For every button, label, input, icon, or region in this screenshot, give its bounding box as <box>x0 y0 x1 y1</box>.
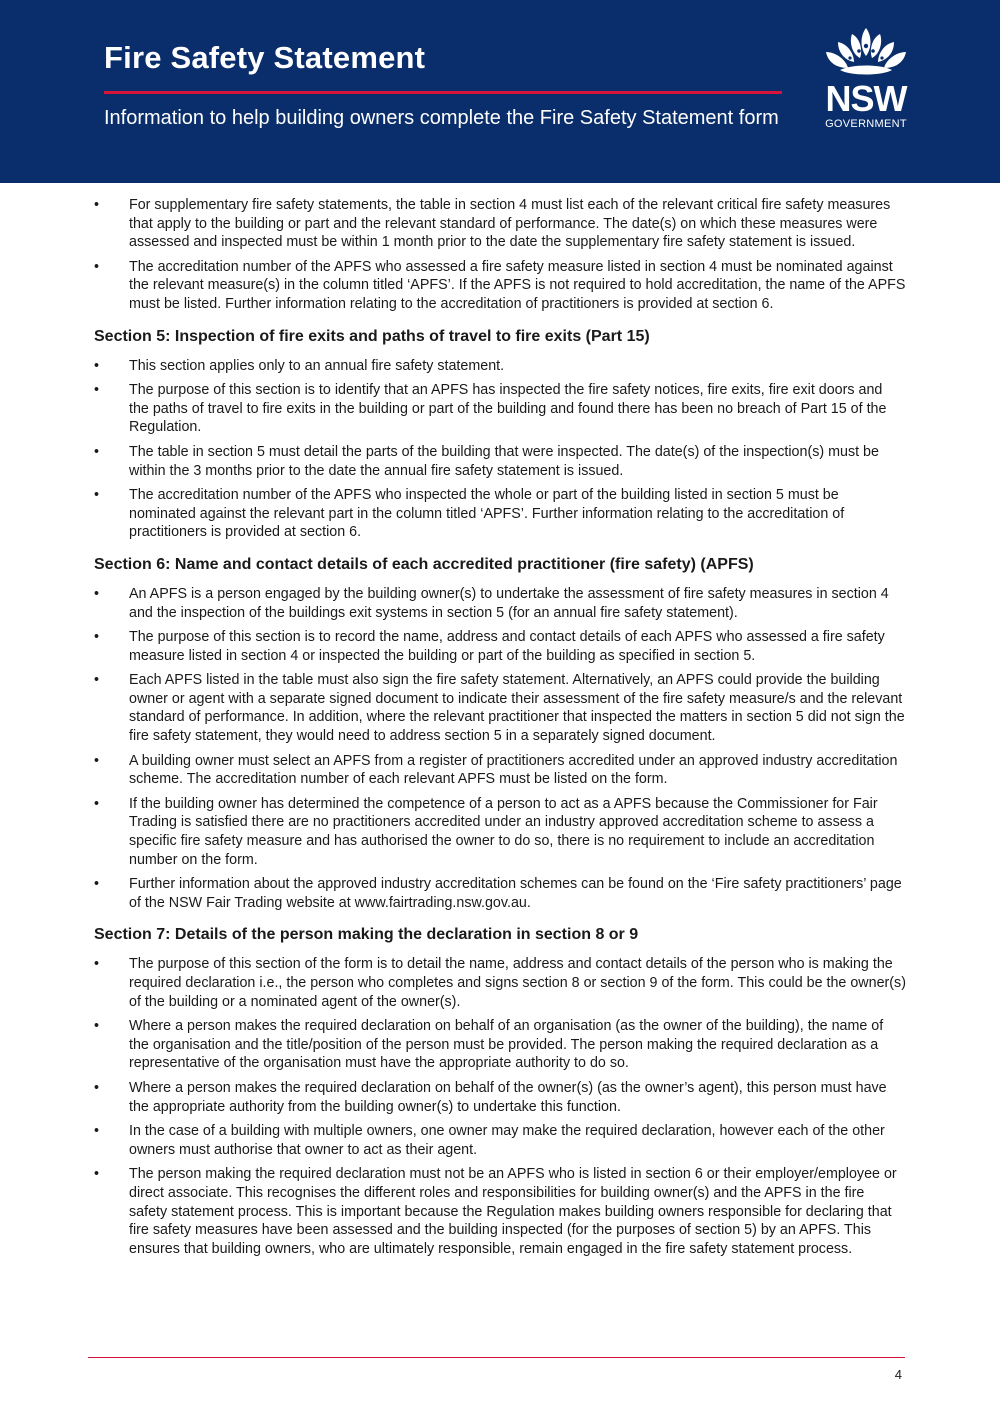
section-6-bullet-list <box>94 585 906 913</box>
logo-government-text: GOVERNMENT <box>825 118 907 130</box>
list-item-text: The purpose of this section is to identify that an APFS has inspected the fire safety notices, fire exits, fire exit doors and the paths of travel to fire exits in the building or part of the building and found there has been no breach of Part 15 of the Regulation. <box>129 382 887 436</box>
waratah-icon <box>822 26 910 80</box>
bullet-icon: • <box>94 585 100 602</box>
list-item-text: Where a person makes the required declaration on behalf of an organisation (as the owner of the building), the name of the organisation and the title/position of the person must be provided. The person making the required declaration as a representative of the organisation must have the appropriate authority to do so. <box>129 1018 884 1072</box>
bullet-icon: • <box>94 1123 100 1140</box>
bullet-icon: • <box>94 258 100 275</box>
bullet-icon: • <box>94 672 100 689</box>
bullet-icon: • <box>94 752 100 769</box>
bullet-icon: • <box>94 876 100 893</box>
list-item-text: For supplementary fire safety statements, the table in section 4 must list each of the relevant critical fire safety measures that apply to the building or part and the relevant standard of performance. The date(s) on which these measures were assessed and inspected must be within 1 month prior to the date the supplementary fire safety statement is issued. <box>129 197 891 251</box>
bullet-icon: • <box>94 1166 100 1183</box>
document-subtitle: Information to help building owners complete the Fire Safety Statement form <box>104 107 779 129</box>
page-number: 4 <box>894 1367 902 1382</box>
list-item-text: The purpose of this section is to record the name, address and contact details of each APFS who assessed a fire safety measure listed in section 4 or inspected the building or part of the building as specified in section 5. <box>129 629 885 664</box>
list-item-text: A building owner must select an APFS from a register of practitioners accredited under an approved industry accreditation scheme. The accreditation number of each relevant APFS must be listed on the form. <box>129 752 898 788</box>
logo-nsw-text: NSW <box>825 78 907 119</box>
bullet-icon: • <box>94 956 100 973</box>
nsw-government-logo <box>816 26 916 136</box>
list-item <box>94 752 906 789</box>
section-5-bullet-list <box>94 357 906 542</box>
list-item-text: Where a person makes the required declaration on behalf of the owner(s) (as the owner’s agent), this person must have the appropriate authority from the building owner(s) to undertake this function. <box>129 1079 887 1115</box>
list-item-text: The accreditation number of the APFS who assessed a fire safety measure listed in section 4 must be nominated against the relevant measure(s) in the column titled ‘APFS’. If the APFS is not required to hold accreditation, the name of the APFS must be listed. Further information relating to the accreditation of practitioners is provided at section 6. <box>129 258 906 312</box>
list-item-text: Each APFS listed in the table must also sign the fire safety statement. Alternatively, an APFS could provide the building owner or agent with a separate signed document to indicate their assessment of the fire safety measure/s and the relevant standard of performance. In addition, where the relevant practitioner that inspected the matters in section 5 did not sign the fire safety statement, they would need to address section 5 in a separately signed document. <box>129 672 905 745</box>
list-item <box>94 671 906 745</box>
list-item-text: If the building owner has determined the competence of a person to act as a APFS because the Commissioner for Fair Trading is satisfied there are no practitioners accredited under an industry approved accreditation scheme to assess a specific fire safety measure and has authorised the owner to do so, there is no requirement to include an accreditation number on the form. <box>129 795 878 868</box>
document-title: Fire Safety Statement <box>104 40 426 75</box>
list-item <box>94 381 906 437</box>
list-item <box>94 196 906 252</box>
header-divider <box>104 91 782 94</box>
list-item-text: The table in section 5 must detail the parts of the building that were inspected. The date(s) of the inspection(s) must be within the 3 months prior to the date the annual fire safety statement is issued. <box>129 443 879 479</box>
section-7-bullet-list <box>94 955 906 1258</box>
list-item-text: The person making the required declaration must not be an APFS who is listed in section 6 or their employer/employee or direct associate. This recognises the different roles and responsibilities for building owner(s) and the APFS in the fire safety statement process. This is important because the Regulation makes building owners responsible for declaring that fire safety measures have been assessed and the building inspected (for the purposes of section 5) by an APFS. This ensures that building owners, who are ultimately responsible, remain engaged in the fire safety statement process. <box>129 1166 897 1257</box>
list-item <box>94 443 906 480</box>
list-item <box>94 1165 906 1258</box>
list-item <box>94 628 906 665</box>
list-item <box>94 1122 906 1159</box>
bullet-icon: • <box>94 487 100 504</box>
list-item-text: In the case of a building with multiple owners, one owner may make the required declaration, however each of the other owners must authorise that owner to act as their agent. <box>129 1123 885 1158</box>
bullet-icon: • <box>94 1079 100 1096</box>
list-item-text: An APFS is a person engaged by the building owner(s) to undertake the assessment of fire safety measures in section 4 and the inspection of the buildings exit systems in section 5 (for an annual fire safety statement). <box>129 585 889 621</box>
bullet-icon: • <box>94 629 100 646</box>
bullet-icon: • <box>94 382 100 399</box>
document-body <box>94 196 906 1264</box>
list-item <box>94 258 906 314</box>
list-item-text: This section applies only to an annual fire safety statement. <box>129 357 505 374</box>
list-item <box>94 585 906 622</box>
intro-bullet-list <box>94 196 906 314</box>
section-5-heading: Section 5: Inspection of fire exits and paths of travel to fire exits (Part 15) <box>94 327 650 345</box>
list-item <box>94 955 906 1011</box>
bullet-icon: • <box>94 1018 100 1035</box>
list-item-text: The accreditation number of the APFS who inspected the whole or part of the building listed in section 5 must be nominated against the relevant part in the column titled ‘APFS’. Further information relating to the accreditation of practitioners is provided at section 6. <box>129 487 845 541</box>
section-6-heading: Section 6: Name and contact details of each accredited practitioner (fire safety) (APFS) <box>94 555 754 573</box>
list-item-text: The purpose of this section of the form is to detail the name, address and contact details of the person who is making the required declaration i.e., the person who completes and signs section 8 or section 9 of the form. This could be the owner(s) of the building or a nominated agent of the owner(s). <box>129 956 906 1010</box>
list-item <box>94 357 906 376</box>
page-header <box>0 0 1000 183</box>
bullet-icon: • <box>94 197 100 213</box>
footer-divider <box>88 1357 905 1358</box>
section-7-heading: Section 7: Details of the person making the declaration in section 8 or 9 <box>94 926 639 944</box>
list-item <box>94 1079 906 1116</box>
list-item-text: Further information about the approved industry accreditation schemes can be found on the ‘Fire safety practitioners’ page of the NSW Fair Trading website at www.fairtrading.nsw.gov.au. <box>129 876 902 911</box>
list-item <box>94 486 906 542</box>
list-item <box>94 795 906 869</box>
bullet-icon: • <box>94 357 100 374</box>
list-item <box>94 875 906 912</box>
bullet-icon: • <box>94 795 100 812</box>
bullet-icon: • <box>94 443 100 460</box>
list-item <box>94 1017 906 1073</box>
